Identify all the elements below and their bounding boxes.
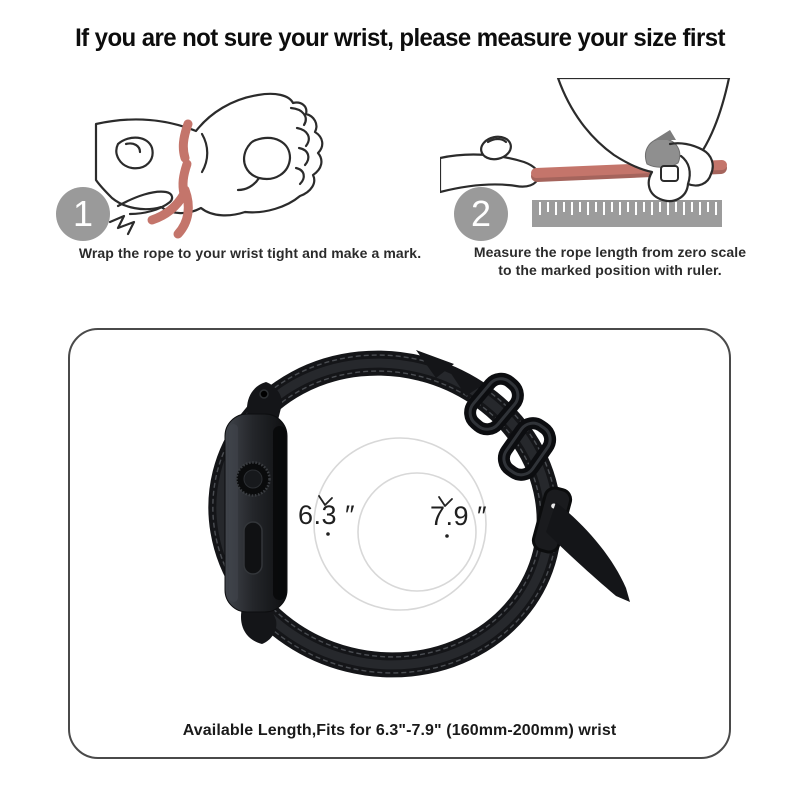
- step-1-badge: [56, 187, 110, 241]
- step-2-badge: [454, 187, 508, 241]
- step-2-caption-line-1: Measure the rope length from zero scale: [473, 244, 747, 260]
- band-tail-end: [546, 502, 630, 602]
- size-guide-box: [68, 328, 731, 759]
- wrist-size-min-label: 6.3 ″: [298, 500, 356, 530]
- available-length-footer: Available Length,Fits for 6.3"-7.9" (160mm-200mm) wrist: [182, 722, 617, 739]
- band-pin-hole: [260, 390, 268, 398]
- watch-band-illustration: [70, 330, 729, 757]
- wrap-rope-illustration: [60, 86, 420, 244]
- pinching-hand-drawing: [558, 78, 729, 201]
- page-title: If you are not sure your wrist, please measure your size first: [75, 24, 725, 52]
- watch-body: [225, 382, 287, 644]
- step-2-caption: [445, 243, 775, 279]
- step-2-number: 2: [470, 193, 492, 234]
- watch-crown: [237, 463, 270, 496]
- step-1-number: 1: [72, 193, 94, 234]
- ruler: [532, 200, 722, 227]
- step-1-caption: Wrap the rope to your wrist tight and make a mark.: [78, 245, 422, 261]
- wrist-size-max-label: 7.9 ″: [430, 501, 488, 531]
- step-2-caption-line-2: to the marked position with ruler.: [498, 262, 722, 278]
- wrist-hand-drawing: [96, 94, 322, 215]
- pointing-finger-drawing: [440, 134, 538, 192]
- watch-side-button: [244, 522, 262, 574]
